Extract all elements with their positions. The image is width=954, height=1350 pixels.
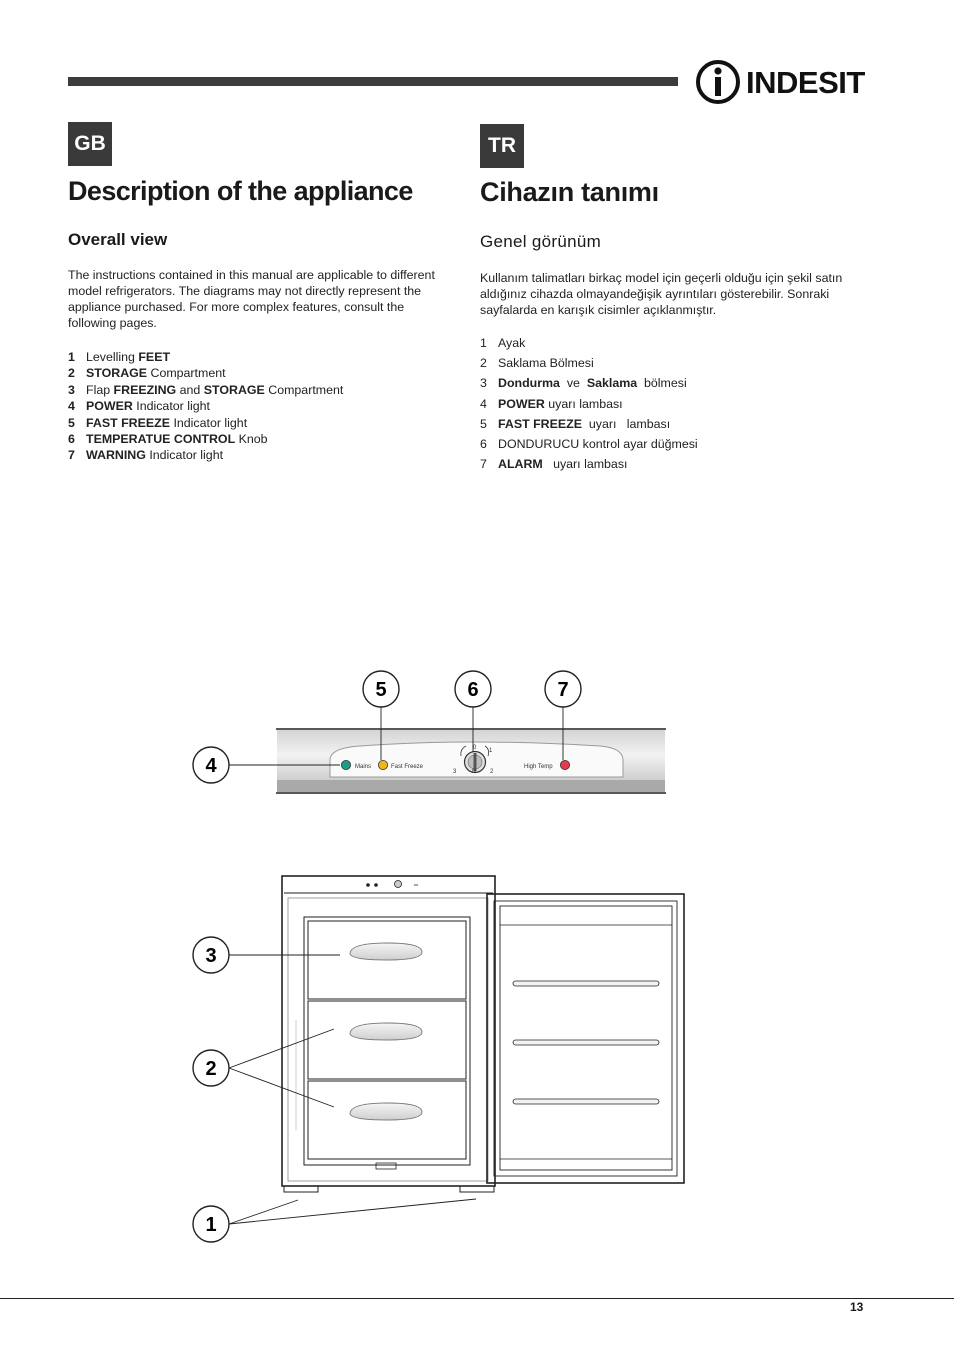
svg-text:2: 2 [205, 1058, 217, 1080]
callout-5 [363, 671, 399, 707]
list-item-bold-term: POWER [498, 396, 545, 411]
list-item-plain-text: uyarı lambası [542, 457, 628, 472]
list-item-bold-term: FAST FREEZE [86, 415, 170, 430]
svg-text:6: 6 [467, 679, 479, 701]
page-number: 13 [850, 1300, 864, 1314]
fast-freeze-label: Fast Freeze [391, 764, 424, 770]
list-item-plain-text: Indicator light [170, 415, 248, 430]
list-item-bold-term: FEET [138, 350, 171, 364]
list-item-plain-text: Knob [235, 431, 268, 446]
fast-freeze-light-icon [378, 760, 387, 769]
callout-7 [545, 671, 581, 707]
list-item-number: 6 [68, 431, 75, 446]
list-item-number: 3 [68, 382, 75, 397]
drawer-handle-icon [350, 1023, 422, 1040]
list-item-number: 7 [480, 457, 487, 472]
lang-badge-gb: GB [68, 122, 112, 166]
svg-text:1: 1 [205, 1214, 217, 1236]
list-item-bold-term: FAST FREEZE [498, 416, 582, 431]
list-item-plain-text: Compartment [264, 382, 344, 397]
list-item-number: 7 [68, 448, 75, 463]
gb-subtitle: Overall view [68, 230, 168, 249]
list-item-number: 6 [480, 436, 487, 451]
list-item-bold-term: ALARM [498, 457, 543, 472]
brand-text: INDESIT [746, 65, 865, 100]
freezer-door [487, 894, 684, 1183]
list-item-bold-term: FREEZING [113, 382, 177, 397]
callout-6 [455, 671, 491, 707]
callout-4 [193, 747, 229, 783]
list-item-plain-text: uyarı lambası [582, 416, 671, 431]
list-item-plain-text: Indicator light [132, 399, 210, 414]
svg-text:4: 4 [205, 755, 217, 777]
list-item-plain-text: uyarı lambası [544, 396, 623, 411]
callout-2 [193, 1050, 229, 1086]
tr-title: Cihazın tanımı [480, 177, 659, 207]
list-item-plain-text: Flap [86, 382, 114, 397]
list-item-bold-term: Saklama [586, 376, 638, 391]
mains-label: Mains [355, 764, 372, 770]
footer-rule [0, 1298, 954, 1299]
knob-mark-1: 1 [489, 748, 493, 754]
callout-1 [193, 1206, 229, 1242]
control-panel [276, 729, 666, 793]
list-item-plain-text: DONDURUCU kontrol ayar düğmesi [498, 436, 698, 451]
mains-light-icon [341, 760, 350, 769]
list-item-plain-text: Compartment [147, 366, 226, 381]
list-item-number: 5 [480, 416, 487, 431]
drawer-handle-icon [350, 1103, 422, 1120]
list-item-number: 4 [480, 396, 487, 411]
list-item-plain-text: Indicator light [145, 448, 224, 463]
gb-intro: The instructions contained in this manual are applicable to different model refrigerators. The diagrams may not directly represent the appliance purchased. For more complex features, consult the following pages. [68, 268, 435, 330]
svg-text:5: 5 [375, 679, 387, 701]
knob-mark-2: 2 [490, 769, 494, 775]
tr-subtitle: Genel görünüm [480, 232, 602, 251]
list-item-number: 2 [480, 356, 487, 371]
tr-intro: Kullanım talimatları birkaç model için geçerli olduğu için şekil satın aldığınız cihazda olmayandeğişik ayrıntıları gösterebilir. Sonraki sayfalarda en karışık cisimler açıklanmıştır. [480, 271, 843, 317]
gb-title: Description of the appliance [68, 176, 413, 206]
knob-mark-n: N [472, 769, 477, 775]
svg-text:3: 3 [205, 945, 217, 967]
list-item-bold-term: WARNING [86, 448, 146, 463]
list-item-number: 5 [68, 415, 75, 430]
high-temp-label: High Temp [524, 764, 553, 770]
list-item-bold-term: STORAGE [86, 366, 148, 381]
list-item-bold-term: Dondurma [498, 376, 560, 391]
list-item-plain-text: Ayak [498, 336, 526, 350]
drawer-handle-icon [350, 943, 422, 960]
list-item-bold-term: STORAGE [203, 382, 265, 397]
list-item-plain-text: Saklama Bölmesi [498, 356, 594, 371]
knob-mark-3: 3 [453, 769, 457, 775]
lang-badge-tr: TR [480, 124, 524, 168]
callout-3 [193, 937, 229, 973]
list-item-bold-term: POWER [86, 399, 133, 414]
list-item-bold-term: TEMPERATUE CONTROL [86, 431, 236, 446]
high-temp-light-icon [560, 760, 569, 769]
knob-mark-0: 0 [473, 745, 477, 751]
list-item-plain-text: ve [559, 376, 587, 391]
svg-text:7: 7 [557, 679, 569, 701]
list-item-number: 2 [68, 366, 75, 381]
list-item-plain-text: bölmesi [637, 376, 687, 391]
list-item-number: 1 [480, 336, 487, 350]
list-item-plain-text: Levelling [86, 350, 139, 364]
list-item-number: 4 [68, 399, 75, 414]
list-item-number: 3 [480, 376, 487, 391]
list-item-plain-text: and [176, 382, 204, 397]
list-item-number: 1 [68, 350, 75, 364]
